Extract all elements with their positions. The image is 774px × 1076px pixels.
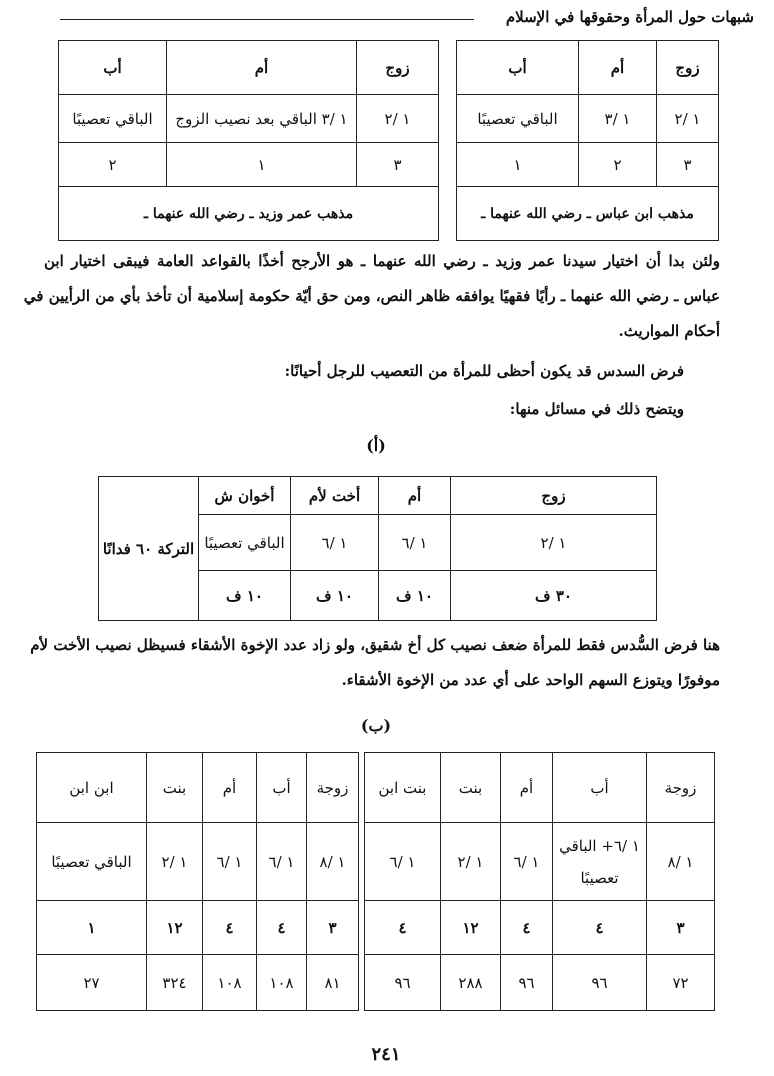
header-cell: بنت [441, 753, 501, 823]
unit-cell: ١ [167, 143, 357, 187]
header-cell: زوج [357, 41, 439, 95]
share-cell: ١ /٦ [379, 515, 451, 571]
amount-cell: ١٠٨ [203, 955, 257, 1011]
share-cell: ١ /٢ [441, 823, 501, 901]
paragraph-4 [30, 628, 720, 698]
text-line: أحكام المواريث. [618, 322, 720, 340]
header-cell: زوج [657, 41, 719, 95]
header-cell: أب [257, 753, 307, 823]
table-example-b-left [36, 752, 359, 1011]
running-header: شبهات حول المرأة وحقوقها في الإسلام [505, 8, 754, 26]
share-cell [553, 823, 647, 901]
header-cell: أم [501, 753, 553, 823]
section-label-a: (أ) [366, 436, 386, 455]
share-cell: الباقي تعصيبًا [457, 95, 579, 143]
text-line: هنا فرض السُّدس فقط للمرأة ضعف نصيب كل أخ شقيق، ولو زاد عدد الإخوة الأشقاء فسيظل نصيب الأخت لأم [30, 636, 720, 654]
unit-cell: ٤ [553, 901, 647, 955]
text-line: فرض السدس قد يكون أحظى للمرأة من التعصيب للرجل أحيانًا: [284, 362, 684, 380]
text-line: ولئن بدا أن اختيار سيدنا عمر وزيد ـ رضي الله عنهما ـ هو الأرجح أخذًا بالقواعد العامة فيبقى اختيار ابن [44, 252, 720, 270]
amount-cell: ١٠ ف [379, 571, 451, 621]
header-cell: أخوان ش [199, 477, 291, 515]
unit-cell: ٤ [501, 901, 553, 955]
estate-cell: التركة ٦٠ فدانًا [99, 477, 199, 621]
text-line: موفورًا ويتوزع السهم الواحد على أي عدد من الإخوة الأشقاء. [341, 671, 720, 689]
table-caption: مذهب ابن عباس ـ رضي الله عنهما ـ [457, 187, 719, 241]
share-text: ١ /٦+ الباقي [559, 836, 640, 855]
amount-cell: ١٠٨ [257, 955, 307, 1011]
paragraph-3 [44, 392, 684, 427]
share-cell: الباقي تعصيبًا [37, 823, 147, 901]
amount-cell: ١٠ ف [291, 571, 379, 621]
unit-cell: ١ [457, 143, 579, 187]
amount-cell: ٧٢ [647, 955, 715, 1011]
unit-cell: ٤ [365, 901, 441, 955]
text-line: عباس ـ رضي الله عنهما ـ رأيًا فقهيًا يوافقه ظاهر النص، ومن حق أيّة حكومة إسلامية أن تأخذ بأي من الرأيين في [23, 287, 720, 305]
share-cell: ١ /٦ [257, 823, 307, 901]
header-cell: أم [579, 41, 657, 95]
header-cell: أب [59, 41, 167, 95]
unit-cell: ١٢ [441, 901, 501, 955]
amount-cell: ٣٢٤ [147, 955, 203, 1011]
unit-cell: ٣ [657, 143, 719, 187]
header-cell: بنت [147, 753, 203, 823]
amount-cell: ٢٨٨ [441, 955, 501, 1011]
unit-cell: ٣ [647, 901, 715, 955]
paragraph-2 [44, 354, 684, 389]
amount-cell: ٣٠ ف [451, 571, 657, 621]
table-caption: مذهب عمر وزيد ـ رضي الله عنهما ـ [59, 187, 439, 241]
header-cell: أخت لأم [291, 477, 379, 515]
header-cell: بنت ابن [365, 753, 441, 823]
share-cell: ١ /٢ [357, 95, 439, 143]
amount-cell: ٩٦ [553, 955, 647, 1011]
header-cell: أب [553, 753, 647, 823]
amount-cell: ٩٦ [365, 955, 441, 1011]
unit-cell: ٤ [257, 901, 307, 955]
unit-cell: ١٢ [147, 901, 203, 955]
unit-cell: ٣ [357, 143, 439, 187]
amount-cell: ١٠ ف [199, 571, 291, 621]
table-umar-zayd [58, 40, 439, 241]
share-cell: الباقي تعصيبًا [199, 515, 291, 571]
share-cell: ١ /٢ [147, 823, 203, 901]
share-cell: ١ /٨ [307, 823, 359, 901]
share-cell: ١ /٦ [203, 823, 257, 901]
unit-cell: ٢ [59, 143, 167, 187]
unit-cell: ٤ [203, 901, 257, 955]
unit-cell: ٢ [579, 143, 657, 187]
table-example-b-right [364, 752, 715, 1011]
share-cell: ١ /٢ [657, 95, 719, 143]
header-cell: زوجة [307, 753, 359, 823]
header-cell: زوج [451, 477, 657, 515]
header-cell: ابن ابن [37, 753, 147, 823]
unit-cell: ١ [37, 901, 147, 955]
section-label-b: (ب) [360, 716, 392, 735]
page-number: ٢٤١ [371, 1044, 401, 1065]
table-ibn-abbas [456, 40, 719, 241]
table-example-a [98, 476, 657, 621]
header-cell: أب [457, 41, 579, 95]
share-cell: ١ /٣ الباقي بعد نصيب الزوج [167, 95, 357, 143]
amount-cell: ٢٧ [37, 955, 147, 1011]
share-cell: ١ /٦ [365, 823, 441, 901]
header-cell: زوجة [647, 753, 715, 823]
share-cell: ١ /٣ [579, 95, 657, 143]
amount-cell: ٩٦ [501, 955, 553, 1011]
text-line: ويتضح ذلك في مسائل منها: [509, 400, 684, 418]
header-rule [60, 19, 474, 20]
share-cell: الباقي تعصيبًا [59, 95, 167, 143]
share-cell: ١ /٦ [501, 823, 553, 901]
paragraph-1 [23, 244, 720, 349]
header-cell: أم [167, 41, 357, 95]
unit-cell: ٣ [307, 901, 359, 955]
share-text: تعصيبًا [580, 868, 619, 887]
share-cell: ١ /٢ [451, 515, 657, 571]
share-cell: ١ /٨ [647, 823, 715, 901]
share-cell: ١ /٦ [291, 515, 379, 571]
header-cell: أم [379, 477, 451, 515]
amount-cell: ٨١ [307, 955, 359, 1011]
header-cell: أم [203, 753, 257, 823]
